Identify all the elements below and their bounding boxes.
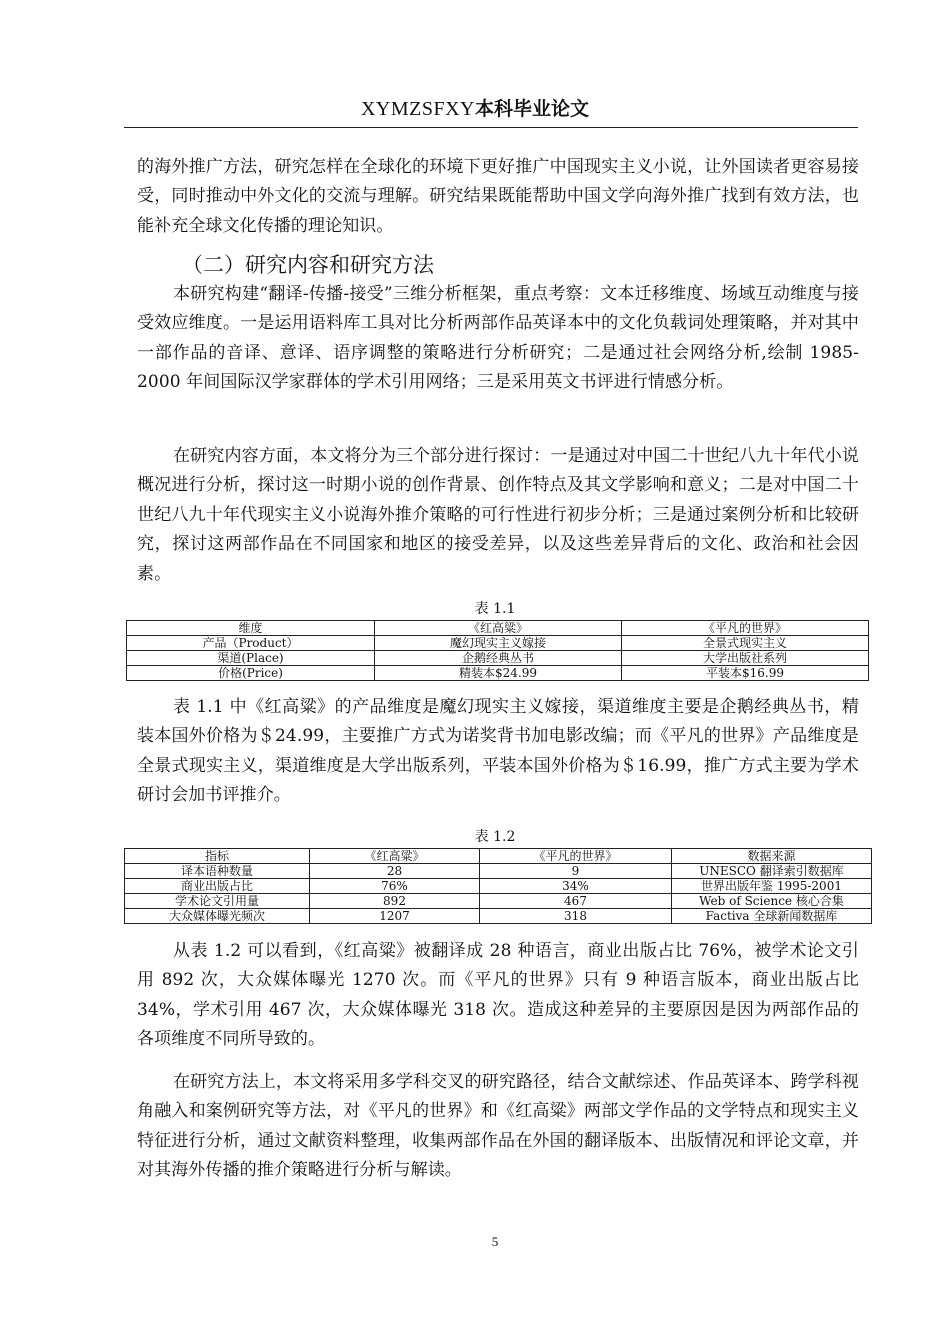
table-header-cell: 指标	[125, 849, 310, 864]
table-row	[127, 651, 869, 666]
table-row	[125, 864, 872, 879]
section-heading: （二）研究内容和研究方法	[182, 253, 434, 277]
table-header-cell: 《平凡的世界》	[480, 849, 672, 864]
table-cell: 467	[480, 894, 672, 909]
table-cell: 大众媒体曝光频次	[125, 909, 310, 924]
table-header-cell: 《红高粱》	[375, 621, 622, 636]
table-cell: 价格(Price)	[127, 666, 375, 681]
table-cell: 译本语种数量	[125, 864, 310, 879]
table-header-row	[127, 621, 869, 636]
table-cell: 世界出版年鉴 1995-2001	[672, 879, 872, 894]
table-header-cell: 《平凡的世界》	[622, 621, 869, 636]
header-title: 本科毕业论文	[475, 98, 590, 120]
table-cell: 318	[480, 909, 672, 924]
table-row	[125, 894, 872, 909]
table-cell: 大学出版社系列	[622, 651, 869, 666]
table-header-row	[125, 849, 872, 864]
paragraph-framework: 本研究构建“翻译-传播-接受”三维分析框架，重点考察：文本迁移维度、场域互动维度与接受效应维度。一是运用语料库工具对比分析两部作品英译本中的文化负载词处理策略，并对其中一部作品的音译、意译、语序调整的策略进行分析研究；二是通过社会网络分析,绘制 1985-2000 年间国际汉学家群体的学术引用网络；三是采用英文书评进行情感分析。	[137, 284, 859, 393]
table-cell: Factiva 全球新闻数据库	[672, 909, 872, 924]
table-cell: 1207	[310, 909, 480, 924]
table-header-cell: 维度	[127, 621, 375, 636]
table-cell: 企鹅经典丛书	[375, 651, 622, 666]
table-cell: Web of Science 核心合集	[672, 894, 872, 909]
table-cell: 34%	[480, 879, 672, 894]
table-row	[125, 909, 872, 924]
table-cell: UNESCO 翻译索引数据库	[672, 864, 872, 879]
page-number: 5	[491, 1234, 499, 1249]
table-cell: 精装本$24.99	[375, 666, 622, 681]
table-row	[125, 879, 872, 894]
paragraph-intro-end: 的海外推广方法，研究怎样在全球化的环境下更好推广中国现实主义小说，让外国读者更容易接受，同时推动中外文化的交流与理解。研究结果既能帮助中国文学向海外推广找到有效方法，也能补充全球文化传播的理论知识。	[137, 157, 859, 236]
table-cell: 渠道(Place)	[127, 651, 375, 666]
table-header-cell: 《红高粱》	[310, 849, 480, 864]
paragraph-content: 在研究内容方面，本文将分为三个部分进行探讨：一是通过对中国二十世纪八九十年代小说概况进行分析，探讨这一时期小说的创作背景、创作特点及其文学影响和意义；二是对中国二十世纪八九十年代现实主义小说海外推介策略的可行性进行初步分析；三是通过案例分析和比较研究，探讨这两部作品在不同国家和地区的接受差异，以及这些差异背后的文化、政治和社会因素。	[137, 446, 859, 584]
table2-caption: 表 1.2	[474, 829, 516, 845]
page-header	[0, 96, 950, 121]
header-divider	[124, 127, 858, 128]
table-cell: 平装本$16.99	[622, 666, 869, 681]
table-cell: 28	[310, 864, 480, 879]
table-row	[127, 666, 869, 681]
table-cell: 魔幻现实主义嫁接	[375, 636, 622, 651]
table1-caption: 表 1.1	[474, 601, 516, 617]
table-cell: 商业出版占比	[125, 879, 310, 894]
table-cell: 76%	[310, 879, 480, 894]
paragraph-method: 在研究方法上，本文将采用多学科交叉的研究路径，结合文献综述、作品英译本、跨学科视角融入和案例研究等方法，对《平凡的世界》和《红高粱》两部文学作品的文学特点和现实主义特征进行分析，通过文献资料整理，收集两部作品在外国的翻译版本、出版情况和评论文章，并对其海外传播的推介策略进行分析与解读。	[137, 1072, 859, 1181]
paragraph-table1-analysis: 表 1.1 中《红高粱》的产品维度是魔幻现实主义嫁接，渠道维度主要是企鹅经典丛书，精装本国外价格为＄24.99，主要推广方式为诺奖背书加电影改编；而《平凡的世界》产品维度是全景式现实主义，渠道维度是大学出版系列，平装本国外价格为＄16.99，推广方式主要为学术研讨会加书评推介。	[137, 697, 859, 806]
paragraph-table2-analysis: 从表 1.2 可以看到，《红高粱》被翻译成 28 种语言，商业出版占比 76%，被学术论文引用 892 次，大众媒体曝光 1270 次。而《平凡的世界》只有 9 种语言版本，商业出版占比 34%，学术引用 467 次，大众媒体曝光 318 次。造成这种差异的主要原因是因为两部作品的各项维度不同所导致的。	[137, 941, 859, 1050]
table-2	[124, 848, 872, 924]
table-cell: 9	[480, 864, 672, 879]
table-row	[127, 636, 869, 651]
table-cell: 学术论文引用量	[125, 894, 310, 909]
table-1	[126, 620, 869, 681]
table-header-cell: 数据来源	[672, 849, 872, 864]
table-cell: 892	[310, 894, 480, 909]
table-cell: 全景式现实主义	[622, 636, 869, 651]
header-code: XYMZSFXY	[360, 98, 475, 120]
table-cell: 产品（Product）	[127, 636, 375, 651]
